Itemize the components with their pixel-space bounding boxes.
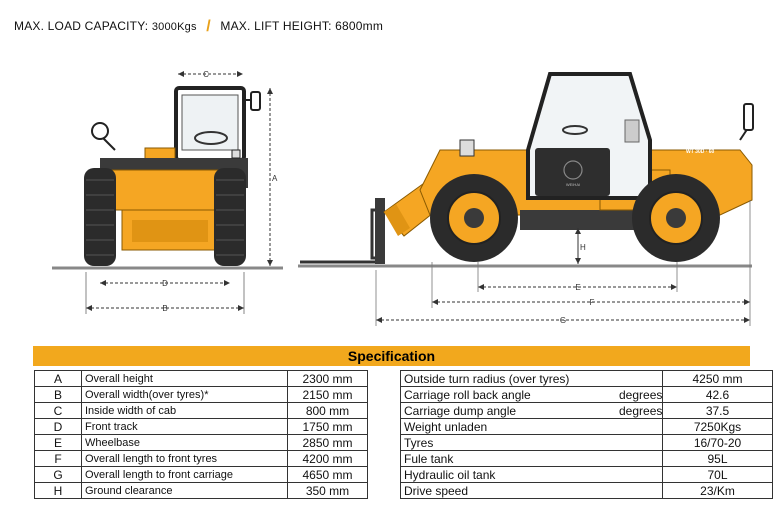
max-load-value: 3000Kgs (151, 21, 197, 33)
brand-badge: WEIHAI (565, 182, 581, 187)
spec-key-cell: C (35, 403, 82, 419)
spec-name-cell: Overall width(over tyres)* (82, 387, 288, 403)
spec-value-cell: 16/70-20 (663, 435, 773, 451)
spec-name-text: Carriage roll back angle (404, 387, 531, 402)
spec-name-cell (401, 371, 663, 387)
spec-row (35, 435, 368, 451)
spec-name-text: Hydraulic oil tank (404, 467, 496, 482)
spec-row (35, 371, 368, 387)
spec-row (35, 419, 368, 435)
spec-row (35, 387, 368, 403)
spec-unit-text: degrees (619, 387, 663, 402)
dim-letter-g: G (559, 316, 567, 325)
spec-value-cell: 95L (663, 451, 773, 467)
spec-row (35, 451, 368, 467)
spec-name-cell: Overall length to front tyres (82, 451, 288, 467)
spec-title: Specification (33, 346, 750, 366)
front-view (52, 70, 283, 314)
spec-name-cell (401, 419, 663, 435)
spec-name-text: Fule tank (404, 451, 454, 466)
spec-name-cell: Inside width of cab (82, 403, 288, 419)
spec-name-cell (401, 467, 663, 483)
spec-unit-text: degrees (619, 403, 663, 418)
spec-value-cell: 2300 mm (288, 371, 368, 387)
spec-row (401, 419, 773, 435)
spec-key-cell: A (35, 371, 82, 387)
spec-row (35, 483, 368, 499)
spec-value-cell: 23/Km (663, 483, 773, 499)
separator-slash: / (206, 18, 211, 35)
spec-row (401, 451, 773, 467)
spec-name-text: Outside turn radius (over tyres) (404, 371, 570, 386)
spec-table-features (400, 370, 773, 499)
side-view (298, 74, 753, 326)
spec-key-cell: E (35, 435, 82, 451)
spec-row (401, 403, 773, 419)
spec-name-cell: Ground clearance (82, 483, 288, 499)
dim-letter-c: C (203, 70, 209, 79)
spec-name-cell: Wheelbase (82, 435, 288, 451)
spec-value-cell: 1750 mm (288, 419, 368, 435)
telehandler-drawing (0, 40, 783, 340)
max-lift-label: MAX. LIFT HEIGHT: 6800mm (220, 19, 384, 33)
spec-row (401, 387, 773, 403)
spec-value-cell: 800 mm (288, 403, 368, 419)
spec-value-cell: 37.5 (663, 403, 773, 419)
spec-value-cell: 4650 mm (288, 467, 368, 483)
spec-name-cell (401, 451, 663, 467)
dim-letter-h: H (580, 243, 586, 252)
spec-name-text: Tyres (404, 435, 434, 450)
dim-letter-d: D (162, 279, 168, 288)
spec-key-cell: G (35, 467, 82, 483)
model-badge: WT 30D · 60 (686, 149, 715, 155)
spec-key-cell: F (35, 451, 82, 467)
spec-key-cell: H (35, 483, 82, 499)
dim-letter-e: E (575, 283, 581, 292)
spec-row (401, 435, 773, 451)
spec-row (401, 371, 773, 387)
header-line (14, 18, 383, 36)
spec-key-cell: B (35, 387, 82, 403)
spec-name-cell (401, 403, 663, 419)
spec-value-cell: 350 mm (288, 483, 368, 499)
dim-letter-a: A (272, 174, 278, 183)
spec-row (401, 467, 773, 483)
spec-table-dimensions (34, 370, 368, 499)
spec-row (35, 403, 368, 419)
spec-value-cell: 42.6 (663, 387, 773, 403)
spec-name-cell: Overall length to front carriage (82, 467, 288, 483)
spec-value-cell: 7250Kgs (663, 419, 773, 435)
max-load-label: MAX. LOAD CAPACITY: (14, 19, 149, 33)
spec-value-cell: 2150 mm (288, 387, 368, 403)
spec-name-text: Weight unladen (404, 419, 488, 434)
spec-name-cell: Front track (82, 419, 288, 435)
dim-letter-b: B (162, 304, 168, 313)
spec-name-text: Drive speed (404, 483, 469, 498)
spec-value-cell: 4250 mm (663, 371, 773, 387)
spec-value-cell: 70L (663, 467, 773, 483)
spec-value-cell: 4200 mm (288, 451, 368, 467)
spec-name-cell (401, 387, 663, 403)
spec-row (35, 467, 368, 483)
spec-name-text: Carriage dump angle (404, 403, 517, 418)
spec-key-cell: D (35, 419, 82, 435)
spec-name-cell (401, 483, 663, 499)
dim-letter-f: F (589, 298, 595, 307)
spec-value-cell: 2850 mm (288, 435, 368, 451)
spec-name-cell (401, 435, 663, 451)
spec-row (401, 483, 773, 499)
spec-name-cell: Overall height (82, 371, 288, 387)
